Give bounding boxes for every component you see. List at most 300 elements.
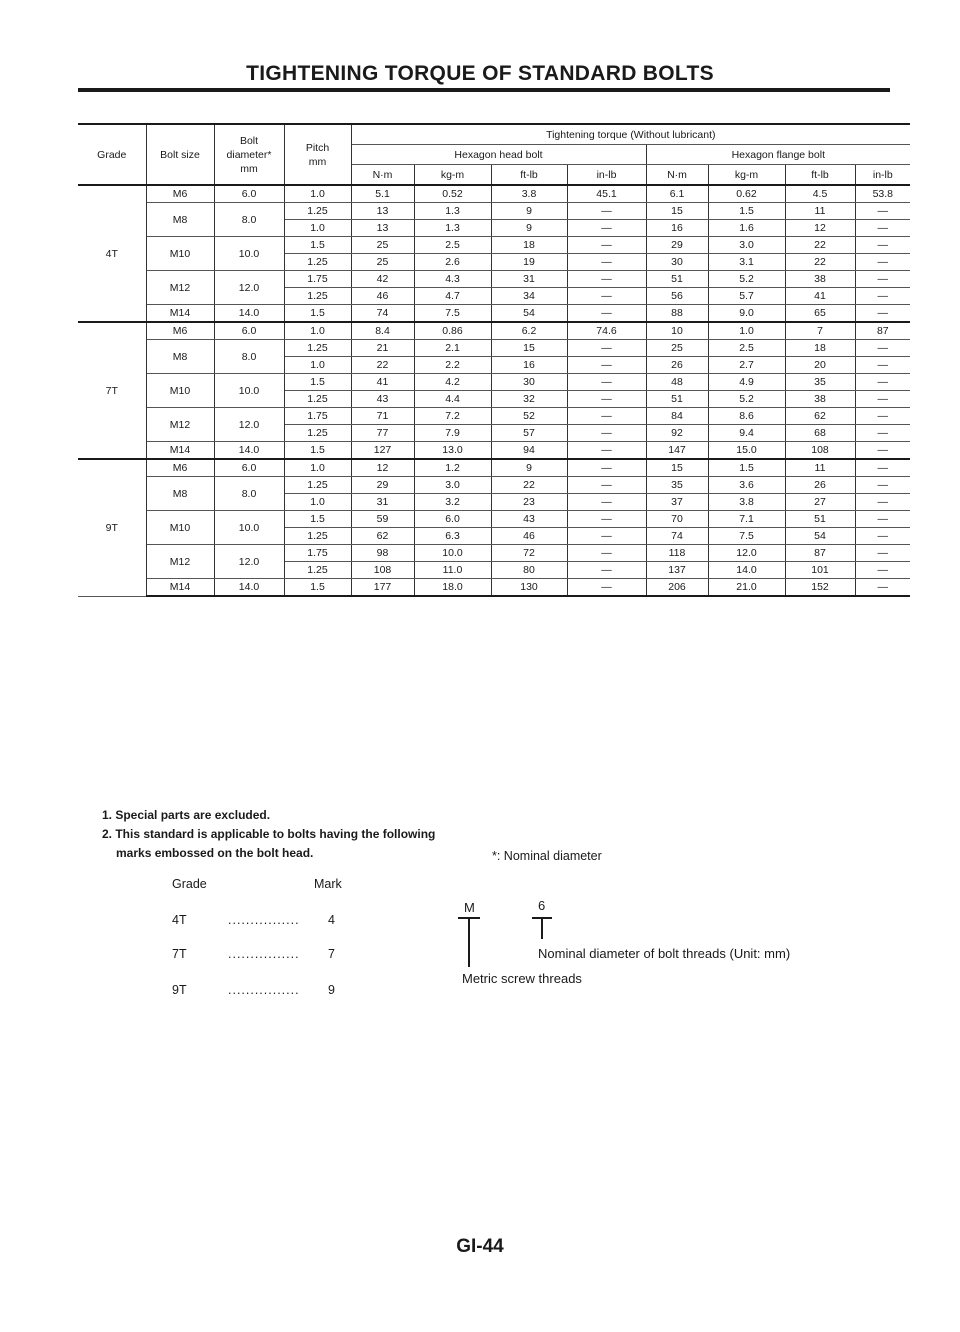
- pitch-cell: 1.75: [284, 545, 351, 562]
- torque-cell: 38: [785, 391, 855, 408]
- mark-row-grade: 7T: [172, 947, 187, 961]
- torque-cell: 77: [351, 425, 414, 442]
- header-bolt-diameter-line: mm: [240, 162, 258, 175]
- torque-cell: 2.6: [414, 254, 491, 271]
- torque-cell: 4.2: [414, 374, 491, 391]
- torque-cell: —: [855, 220, 910, 237]
- bolt-size-cell: M14: [146, 442, 214, 460]
- torque-cell: 57: [491, 425, 567, 442]
- torque-cell: —: [567, 254, 646, 271]
- mark-header: Mark: [314, 877, 342, 891]
- bolt-diameter-cell: 10.0: [214, 237, 284, 271]
- unit-header: ft-lb: [785, 165, 855, 186]
- torque-cell: 12: [785, 220, 855, 237]
- torque-cell: 118: [646, 545, 708, 562]
- torque-cell: 2.2: [414, 357, 491, 374]
- bolt-diameter-cell: 8.0: [214, 340, 284, 374]
- torque-table: [78, 123, 910, 597]
- torque-cell: —: [855, 545, 910, 562]
- pitch-cell: 1.0: [284, 357, 351, 374]
- table-row: [78, 545, 910, 562]
- torque-cell: —: [567, 459, 646, 477]
- bolt-size-cell: M10: [146, 511, 214, 545]
- torque-cell: —: [567, 562, 646, 579]
- torque-cell: 87: [855, 322, 910, 340]
- torque-cell: 53.8: [855, 185, 910, 203]
- torque-cell: 51: [646, 391, 708, 408]
- torque-cell: 1.2: [414, 459, 491, 477]
- pitch-cell: 1.25: [284, 528, 351, 545]
- torque-cell: 7: [785, 322, 855, 340]
- pitch-cell: 1.5: [284, 511, 351, 528]
- page-title: TIGHTENING TORQUE OF STANDARD BOLTS: [246, 62, 714, 85]
- mark-row-grade: 9T: [172, 983, 187, 997]
- torque-cell: —: [855, 374, 910, 391]
- torque-cell: 84: [646, 408, 708, 425]
- torque-cell: 9.0: [708, 305, 785, 323]
- torque-cell: 68: [785, 425, 855, 442]
- torque-cell: 9: [491, 203, 567, 220]
- torque-cell: —: [567, 545, 646, 562]
- bolt-designation-diagram: [452, 898, 872, 998]
- torque-cell: 8.6: [708, 408, 785, 425]
- torque-cell: 32: [491, 391, 567, 408]
- title-rule: [78, 88, 890, 92]
- pitch-cell: 1.25: [284, 477, 351, 494]
- torque-cell: 88: [646, 305, 708, 323]
- torque-cell: 3.6: [708, 477, 785, 494]
- bolt-size-cell: M10: [146, 374, 214, 408]
- note-standard-line1: 2. This standard is applicable to bolts having the following: [102, 827, 436, 841]
- torque-cell: 52: [491, 408, 567, 425]
- torque-cell: 2.5: [708, 340, 785, 357]
- torque-table-body: [78, 185, 910, 596]
- header-hexagon-flange-bolt: Hexagon flange bolt: [646, 145, 910, 165]
- torque-cell: 18: [785, 340, 855, 357]
- torque-cell: 15: [646, 203, 708, 220]
- torque-cell: 72: [491, 545, 567, 562]
- torque-cell: 7.1: [708, 511, 785, 528]
- torque-cell: 20: [785, 357, 855, 374]
- torque-cell: 59: [351, 511, 414, 528]
- torque-cell: 25: [351, 254, 414, 271]
- torque-cell: 26: [646, 357, 708, 374]
- unit-header: in-lb: [855, 165, 910, 186]
- torque-cell: —: [567, 237, 646, 254]
- torque-cell: 14.0: [708, 562, 785, 579]
- torque-cell: 8.4: [351, 322, 414, 340]
- torque-cell: —: [855, 391, 910, 408]
- torque-cell: —: [567, 305, 646, 323]
- pitch-cell: 1.5: [284, 442, 351, 460]
- table-row: [78, 579, 910, 597]
- torque-cell: —: [855, 494, 910, 511]
- torque-cell: 13.0: [414, 442, 491, 460]
- torque-cell: 25: [351, 237, 414, 254]
- pitch-cell: 1.25: [284, 288, 351, 305]
- torque-cell: —: [855, 477, 910, 494]
- pitch-cell: 1.5: [284, 374, 351, 391]
- torque-cell: 7.9: [414, 425, 491, 442]
- grade-cell: 7T: [78, 322, 146, 459]
- torque-cell: 31: [351, 494, 414, 511]
- bolt-diameter-cell: 12.0: [214, 271, 284, 305]
- torque-cell: 7.2: [414, 408, 491, 425]
- header-grade: Grade: [78, 124, 146, 185]
- torque-cell: 1.3: [414, 220, 491, 237]
- torque-cell: 206: [646, 579, 708, 597]
- bolt-diameter-cell: 8.0: [214, 477, 284, 511]
- torque-cell: 127: [351, 442, 414, 460]
- bolt-size-cell: M12: [146, 408, 214, 442]
- torque-cell: 22: [491, 477, 567, 494]
- torque-cell: 62: [785, 408, 855, 425]
- header-bolt-diameter-line: Bolt: [239, 134, 259, 147]
- torque-cell: 74: [351, 305, 414, 323]
- torque-cell: 80: [491, 562, 567, 579]
- bolt-size-cell: M8: [146, 203, 214, 237]
- torque-cell: 147: [646, 442, 708, 460]
- torque-cell: 54: [491, 305, 567, 323]
- torque-cell: 51: [646, 271, 708, 288]
- torque-cell: —: [567, 425, 646, 442]
- pitch-cell: 1.0: [284, 185, 351, 203]
- torque-cell: —: [567, 511, 646, 528]
- torque-cell: 13: [351, 203, 414, 220]
- torque-cell: 71: [351, 408, 414, 425]
- unit-header: kg-m: [414, 165, 491, 186]
- torque-cell: 2.7: [708, 357, 785, 374]
- torque-cell: 23: [491, 494, 567, 511]
- torque-cell: 7.5: [708, 528, 785, 545]
- torque-cell: 4.9: [708, 374, 785, 391]
- bolt-size-cell: M12: [146, 271, 214, 305]
- torque-cell: 3.2: [414, 494, 491, 511]
- torque-cell: 3.0: [708, 237, 785, 254]
- torque-cell: 10.0: [414, 545, 491, 562]
- torque-cell: —: [567, 528, 646, 545]
- table-row: [78, 237, 910, 254]
- mark-row-mark: 9: [328, 983, 335, 997]
- torque-cell: 45.1: [567, 185, 646, 203]
- header-bolt-diameter-line: diameter*: [226, 148, 272, 161]
- torque-cell: 41: [785, 288, 855, 305]
- torque-cell: —: [855, 459, 910, 477]
- bolt-size-cell: M8: [146, 340, 214, 374]
- torque-cell: 30: [646, 254, 708, 271]
- torque-cell: 30: [491, 374, 567, 391]
- torque-cell: 18: [491, 237, 567, 254]
- torque-cell: 12: [351, 459, 414, 477]
- bolt-size-cell: M6: [146, 459, 214, 477]
- bolt-diameter-cell: 10.0: [214, 511, 284, 545]
- header-tightening-torque: Tightening torque (Without lubricant): [351, 124, 910, 145]
- torque-cell: 0.62: [708, 185, 785, 203]
- bolt-size-cell: M6: [146, 322, 214, 340]
- unit-header: ft-lb: [491, 165, 567, 186]
- torque-cell: 65: [785, 305, 855, 323]
- bolt-size-cell: M6: [146, 185, 214, 203]
- torque-cell: 98: [351, 545, 414, 562]
- torque-cell: —: [567, 340, 646, 357]
- table-row: [78, 271, 910, 288]
- table-row: [78, 477, 910, 494]
- bolt-diameter-cell: 14.0: [214, 442, 284, 460]
- torque-cell: 9.4: [708, 425, 785, 442]
- torque-cell: 19: [491, 254, 567, 271]
- page-number: GI-44: [456, 1236, 504, 1257]
- torque-cell: 3.8: [491, 185, 567, 203]
- torque-cell: 87: [785, 545, 855, 562]
- torque-cell: 27: [785, 494, 855, 511]
- pitch-cell: 1.25: [284, 340, 351, 357]
- table-row: [78, 408, 910, 425]
- torque-cell: 5.7: [708, 288, 785, 305]
- torque-cell: 9: [491, 459, 567, 477]
- torque-cell: 108: [785, 442, 855, 460]
- grade-cell: 4T: [78, 185, 146, 322]
- torque-cell: —: [567, 271, 646, 288]
- torque-cell: —: [567, 579, 646, 597]
- bolt-diameter-cell: 6.0: [214, 459, 284, 477]
- torque-cell: —: [567, 357, 646, 374]
- torque-cell: 3.0: [414, 477, 491, 494]
- torque-cell: 11.0: [414, 562, 491, 579]
- table-row: [78, 511, 910, 528]
- torque-cell: 12.0: [708, 545, 785, 562]
- pitch-cell: 1.0: [284, 494, 351, 511]
- diagram-m-stem: [468, 917, 470, 967]
- torque-cell: 51: [785, 511, 855, 528]
- torque-cell: 70: [646, 511, 708, 528]
- torque-cell: 26: [785, 477, 855, 494]
- torque-cell: 35: [785, 374, 855, 391]
- bolt-size-cell: M10: [146, 237, 214, 271]
- torque-cell: 177: [351, 579, 414, 597]
- torque-cell: 29: [351, 477, 414, 494]
- pitch-cell: 1.75: [284, 408, 351, 425]
- header-bolt-size: Bolt size: [146, 124, 214, 185]
- torque-cell: 9: [491, 220, 567, 237]
- table-row: [78, 340, 910, 357]
- torque-cell: 6.0: [414, 511, 491, 528]
- torque-cell: 7.5: [414, 305, 491, 323]
- torque-cell: 10: [646, 322, 708, 340]
- torque-cell: —: [855, 357, 910, 374]
- diagram-six-label: 6: [538, 898, 546, 913]
- torque-cell: 31: [491, 271, 567, 288]
- mark-row-grade: 4T: [172, 913, 187, 927]
- table-row: [78, 374, 910, 391]
- torque-cell: 1.6: [708, 220, 785, 237]
- torque-cell: 56: [646, 288, 708, 305]
- torque-cell: 1.5: [708, 459, 785, 477]
- bolt-size-cell: M8: [146, 477, 214, 511]
- torque-cell: 5.1: [351, 185, 414, 203]
- unit-header: N·m: [646, 165, 708, 186]
- torque-cell: —: [567, 220, 646, 237]
- torque-cell: —: [567, 408, 646, 425]
- torque-cell: 3.8: [708, 494, 785, 511]
- torque-cell: 92: [646, 425, 708, 442]
- mark-row-dots: ................: [228, 983, 300, 997]
- torque-cell: 5.2: [708, 391, 785, 408]
- header-hexagon-head-bolt: Hexagon head bolt: [351, 145, 646, 165]
- torque-cell: —: [855, 579, 910, 597]
- bolt-size-cell: M12: [146, 545, 214, 579]
- torque-cell: 46: [351, 288, 414, 305]
- bolt-diameter-cell: 6.0: [214, 322, 284, 340]
- torque-cell: 11: [785, 459, 855, 477]
- torque-cell: 46: [491, 528, 567, 545]
- table-row: [78, 322, 910, 340]
- note-special-parts: 1. Special parts are excluded.: [102, 808, 271, 822]
- diagram-m-label: M: [464, 900, 475, 915]
- mark-grade-header: Grade: [172, 877, 207, 891]
- pitch-cell: 1.25: [284, 425, 351, 442]
- pitch-cell: 1.5: [284, 305, 351, 323]
- torque-cell: —: [855, 203, 910, 220]
- note-standard-line2: marks embossed on the bolt head.: [116, 846, 314, 860]
- torque-cell: 108: [351, 562, 414, 579]
- torque-cell: 15.0: [708, 442, 785, 460]
- torque-cell: —: [567, 477, 646, 494]
- table-row: [78, 459, 910, 477]
- notes: [102, 806, 435, 863]
- bolt-diameter-cell: 12.0: [214, 408, 284, 442]
- torque-cell: 42: [351, 271, 414, 288]
- torque-cell: —: [855, 340, 910, 357]
- torque-cell: —: [567, 374, 646, 391]
- torque-cell: —: [855, 305, 910, 323]
- bolt-diameter-cell: 12.0: [214, 545, 284, 579]
- torque-cell: 11: [785, 203, 855, 220]
- torque-cell: 21.0: [708, 579, 785, 597]
- unit-header: in-lb: [567, 165, 646, 186]
- torque-cell: —: [855, 254, 910, 271]
- pitch-cell: 1.25: [284, 254, 351, 271]
- torque-cell: 13: [351, 220, 414, 237]
- grade-cell: 9T: [78, 459, 146, 596]
- table-row: [78, 442, 910, 460]
- torque-cell: —: [855, 237, 910, 254]
- torque-cell: 43: [491, 511, 567, 528]
- torque-cell: 4.5: [785, 185, 855, 203]
- pitch-cell: 1.0: [284, 459, 351, 477]
- mark-row-mark: 7: [328, 947, 335, 961]
- torque-cell: 2.1: [414, 340, 491, 357]
- pitch-cell: 1.25: [284, 203, 351, 220]
- nominal-diameter-note: *: Nominal diameter: [492, 849, 602, 863]
- torque-cell: 6.2: [491, 322, 567, 340]
- torque-cell: 3.1: [708, 254, 785, 271]
- torque-cell: —: [855, 511, 910, 528]
- torque-cell: 4.7: [414, 288, 491, 305]
- torque-cell: 15: [646, 459, 708, 477]
- torque-cell: 62: [351, 528, 414, 545]
- torque-cell: —: [567, 494, 646, 511]
- pitch-cell: 1.25: [284, 562, 351, 579]
- torque-cell: —: [567, 442, 646, 460]
- torque-cell: 35: [646, 477, 708, 494]
- torque-cell: —: [567, 203, 646, 220]
- pitch-cell: 1.25: [284, 391, 351, 408]
- header-pitch-line: Pitch: [305, 141, 330, 154]
- torque-cell: 29: [646, 237, 708, 254]
- torque-cell: 0.52: [414, 185, 491, 203]
- torque-cell: 38: [785, 271, 855, 288]
- pitch-cell: 1.75: [284, 271, 351, 288]
- diagram-six-stem: [541, 917, 543, 939]
- torque-cell: 137: [646, 562, 708, 579]
- torque-cell: —: [855, 408, 910, 425]
- bolt-size-cell: M14: [146, 579, 214, 597]
- header-pitch: [284, 124, 351, 185]
- torque-cell: 1.0: [708, 322, 785, 340]
- diagram-metric-text: Metric screw threads: [462, 971, 582, 986]
- torque-cell: 6.3: [414, 528, 491, 545]
- torque-cell: 5.2: [708, 271, 785, 288]
- torque-cell: 54: [785, 528, 855, 545]
- torque-cell: 22: [785, 237, 855, 254]
- torque-cell: —: [855, 562, 910, 579]
- bolt-diameter-cell: 6.0: [214, 185, 284, 203]
- torque-cell: 22: [785, 254, 855, 271]
- mark-row-mark: 4: [328, 913, 335, 927]
- torque-cell: 6.1: [646, 185, 708, 203]
- torque-cell: 16: [491, 357, 567, 374]
- pitch-cell: 1.5: [284, 579, 351, 597]
- header-pitch-line: mm: [308, 155, 327, 168]
- torque-cell: —: [855, 528, 910, 545]
- mark-row-dots: ................: [228, 947, 300, 961]
- torque-cell: 0.86: [414, 322, 491, 340]
- torque-cell: 101: [785, 562, 855, 579]
- bolt-diameter-cell: 8.0: [214, 203, 284, 237]
- torque-cell: 4.3: [414, 271, 491, 288]
- torque-cell: 15: [491, 340, 567, 357]
- torque-cell: 37: [646, 494, 708, 511]
- table-row: [78, 185, 910, 203]
- torque-cell: —: [855, 442, 910, 460]
- torque-cell: 1.3: [414, 203, 491, 220]
- pitch-cell: 1.0: [284, 220, 351, 237]
- torque-cell: —: [855, 425, 910, 442]
- torque-cell: —: [855, 288, 910, 305]
- torque-cell: 18.0: [414, 579, 491, 597]
- torque-cell: 48: [646, 374, 708, 391]
- unit-header: kg-m: [708, 165, 785, 186]
- torque-cell: 74: [646, 528, 708, 545]
- torque-cell: 41: [351, 374, 414, 391]
- bolt-diameter-cell: 14.0: [214, 305, 284, 323]
- bolt-size-cell: M14: [146, 305, 214, 323]
- torque-cell: —: [567, 391, 646, 408]
- torque-cell: 25: [646, 340, 708, 357]
- torque-cell: 34: [491, 288, 567, 305]
- torque-cell: 16: [646, 220, 708, 237]
- torque-cell: 22: [351, 357, 414, 374]
- torque-cell: 43: [351, 391, 414, 408]
- torque-cell: 152: [785, 579, 855, 597]
- mark-row-dots: ................: [228, 913, 300, 927]
- diagram-nominal-text: Nominal diameter of bolt threads (Unit: mm): [538, 946, 791, 961]
- unit-header: N·m: [351, 165, 414, 186]
- pitch-cell: 1.5: [284, 237, 351, 254]
- torque-cell: 130: [491, 579, 567, 597]
- bolt-diameter-cell: 10.0: [214, 374, 284, 408]
- bolt-diameter-cell: 14.0: [214, 579, 284, 597]
